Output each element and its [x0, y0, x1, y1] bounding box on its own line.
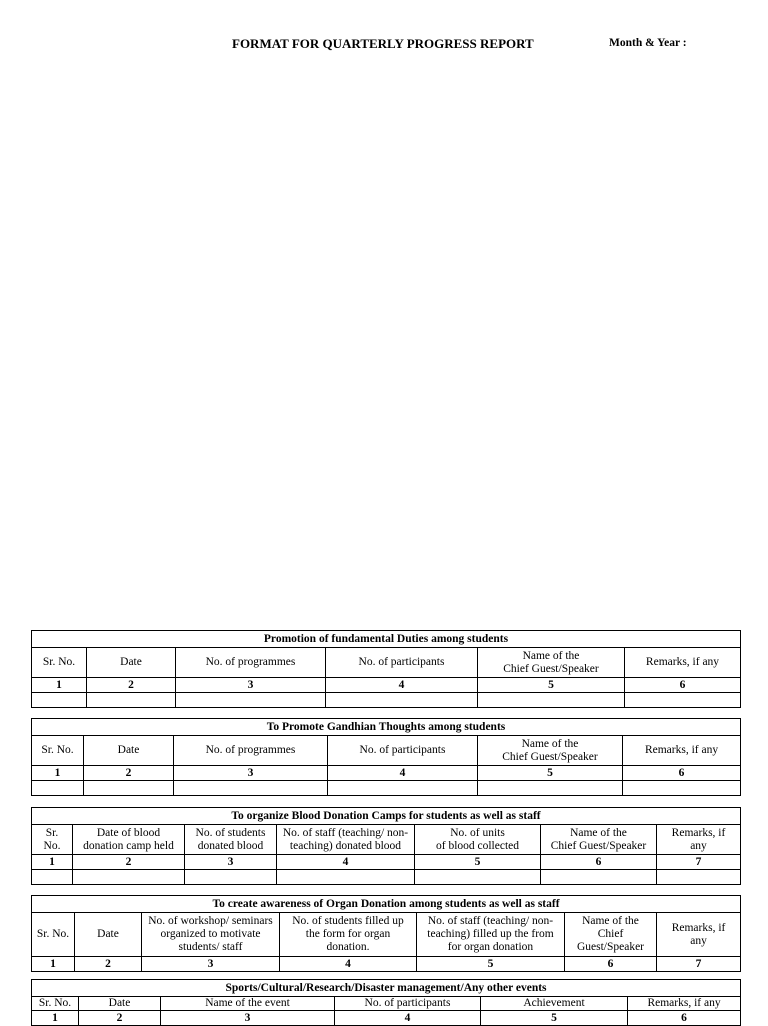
column-header: Remarks, if any	[625, 648, 741, 678]
column-number: 3	[185, 855, 277, 870]
column-header: Remarks, if any	[657, 913, 741, 957]
column-header: Date of blood donation camp held	[73, 825, 185, 855]
column-header: Sr. No.	[32, 913, 75, 957]
column-number: 5	[478, 678, 625, 693]
column-header: Name of the event	[161, 997, 335, 1011]
column-number: 4	[277, 855, 415, 870]
table-title: Promotion of fundamental Duties among students	[32, 631, 741, 648]
table-title: To create awareness of Organ Donation among students as well as staff	[32, 896, 741, 913]
column-number: 3	[174, 766, 328, 781]
column-header: Sr. No.	[32, 997, 79, 1011]
column-header: No. of staff (teaching/ non- teaching) filled up the from for organ donation	[417, 913, 565, 957]
organ-donation-table	[31, 895, 741, 972]
empty-entry-row	[32, 781, 741, 796]
column-header: No. of students filled up the form for organ donation.	[280, 913, 417, 957]
column-header: Remarks, if any	[628, 997, 741, 1011]
column-header: No. of staff (teaching/ non- teaching) donated blood	[277, 825, 415, 855]
column-number: 1	[32, 1011, 79, 1026]
column-number: 5	[481, 1011, 628, 1026]
column-header: Date	[84, 736, 174, 766]
column-number: 2	[79, 1011, 161, 1026]
fundamental-duties-table	[31, 630, 741, 708]
column-header: Name of the Chief Guest/Speaker	[478, 736, 623, 766]
column-number: 2	[73, 855, 185, 870]
table-title: Sports/Cultural/Research/Disaster management/Any other events	[32, 980, 741, 997]
column-header: No. of programmes	[174, 736, 328, 766]
column-number: 1	[32, 855, 73, 870]
column-header: Remarks, if any	[623, 736, 741, 766]
column-header: No. of workshop/ seminars organized to motivate students/ staff	[142, 913, 280, 957]
column-number: 7	[657, 855, 741, 870]
column-number: 3	[142, 957, 280, 972]
column-number: 2	[87, 678, 176, 693]
empty-entry-row	[32, 693, 741, 708]
column-header: No. of participants	[328, 736, 478, 766]
column-number: 3	[161, 1011, 335, 1026]
column-header: Date	[75, 913, 142, 957]
blood-donation-table	[31, 807, 741, 885]
table-title: To organize Blood Donation Camps for students as well as staff	[32, 808, 741, 825]
column-number: 5	[415, 855, 541, 870]
column-header: No. of units of blood collected	[415, 825, 541, 855]
column-number: 4	[335, 1011, 481, 1026]
column-header: Date	[79, 997, 161, 1011]
column-number: 1	[32, 678, 87, 693]
column-number: 4	[328, 766, 478, 781]
column-header: Date	[87, 648, 176, 678]
column-number: 5	[478, 766, 623, 781]
column-header: No. of participants	[326, 648, 478, 678]
gandhian-thoughts-table	[31, 718, 741, 796]
column-header: Remarks, if any	[657, 825, 741, 855]
column-number: 2	[75, 957, 142, 972]
other-events-table	[31, 979, 741, 1026]
column-header: Sr. No.	[32, 825, 73, 855]
column-number: 4	[326, 678, 478, 693]
column-number: 1	[32, 766, 84, 781]
column-header: Name of the Chief Guest/Speaker	[478, 648, 625, 678]
column-number: 5	[417, 957, 565, 972]
column-number: 6	[628, 1011, 741, 1026]
column-number: 6	[625, 678, 741, 693]
column-header: Name of the Chief Guest/Speaker	[565, 913, 657, 957]
column-number: 3	[176, 678, 326, 693]
month-year-label: Month & Year :	[609, 37, 687, 49]
column-number: 1	[32, 957, 75, 972]
page-header	[0, 36, 768, 54]
column-header: No. of programmes	[176, 648, 326, 678]
column-number: 6	[623, 766, 741, 781]
column-header: Sr. No.	[32, 736, 84, 766]
report-title: FORMAT FOR QUARTERLY PROGRESS REPORT	[232, 36, 534, 51]
empty-entry-row	[32, 870, 741, 885]
column-header: No. of students donated blood	[185, 825, 277, 855]
column-number: 6	[565, 957, 657, 972]
column-header: Sr. No.	[32, 648, 87, 678]
column-number: 4	[280, 957, 417, 972]
column-number: 7	[657, 957, 741, 972]
column-header: Name of the Chief Guest/Speaker	[541, 825, 657, 855]
column-header: Achievement	[481, 997, 628, 1011]
column-number: 2	[84, 766, 174, 781]
table-title: To Promote Gandhian Thoughts among students	[32, 719, 741, 736]
column-number: 6	[541, 855, 657, 870]
column-header: No. of participants	[335, 997, 481, 1011]
